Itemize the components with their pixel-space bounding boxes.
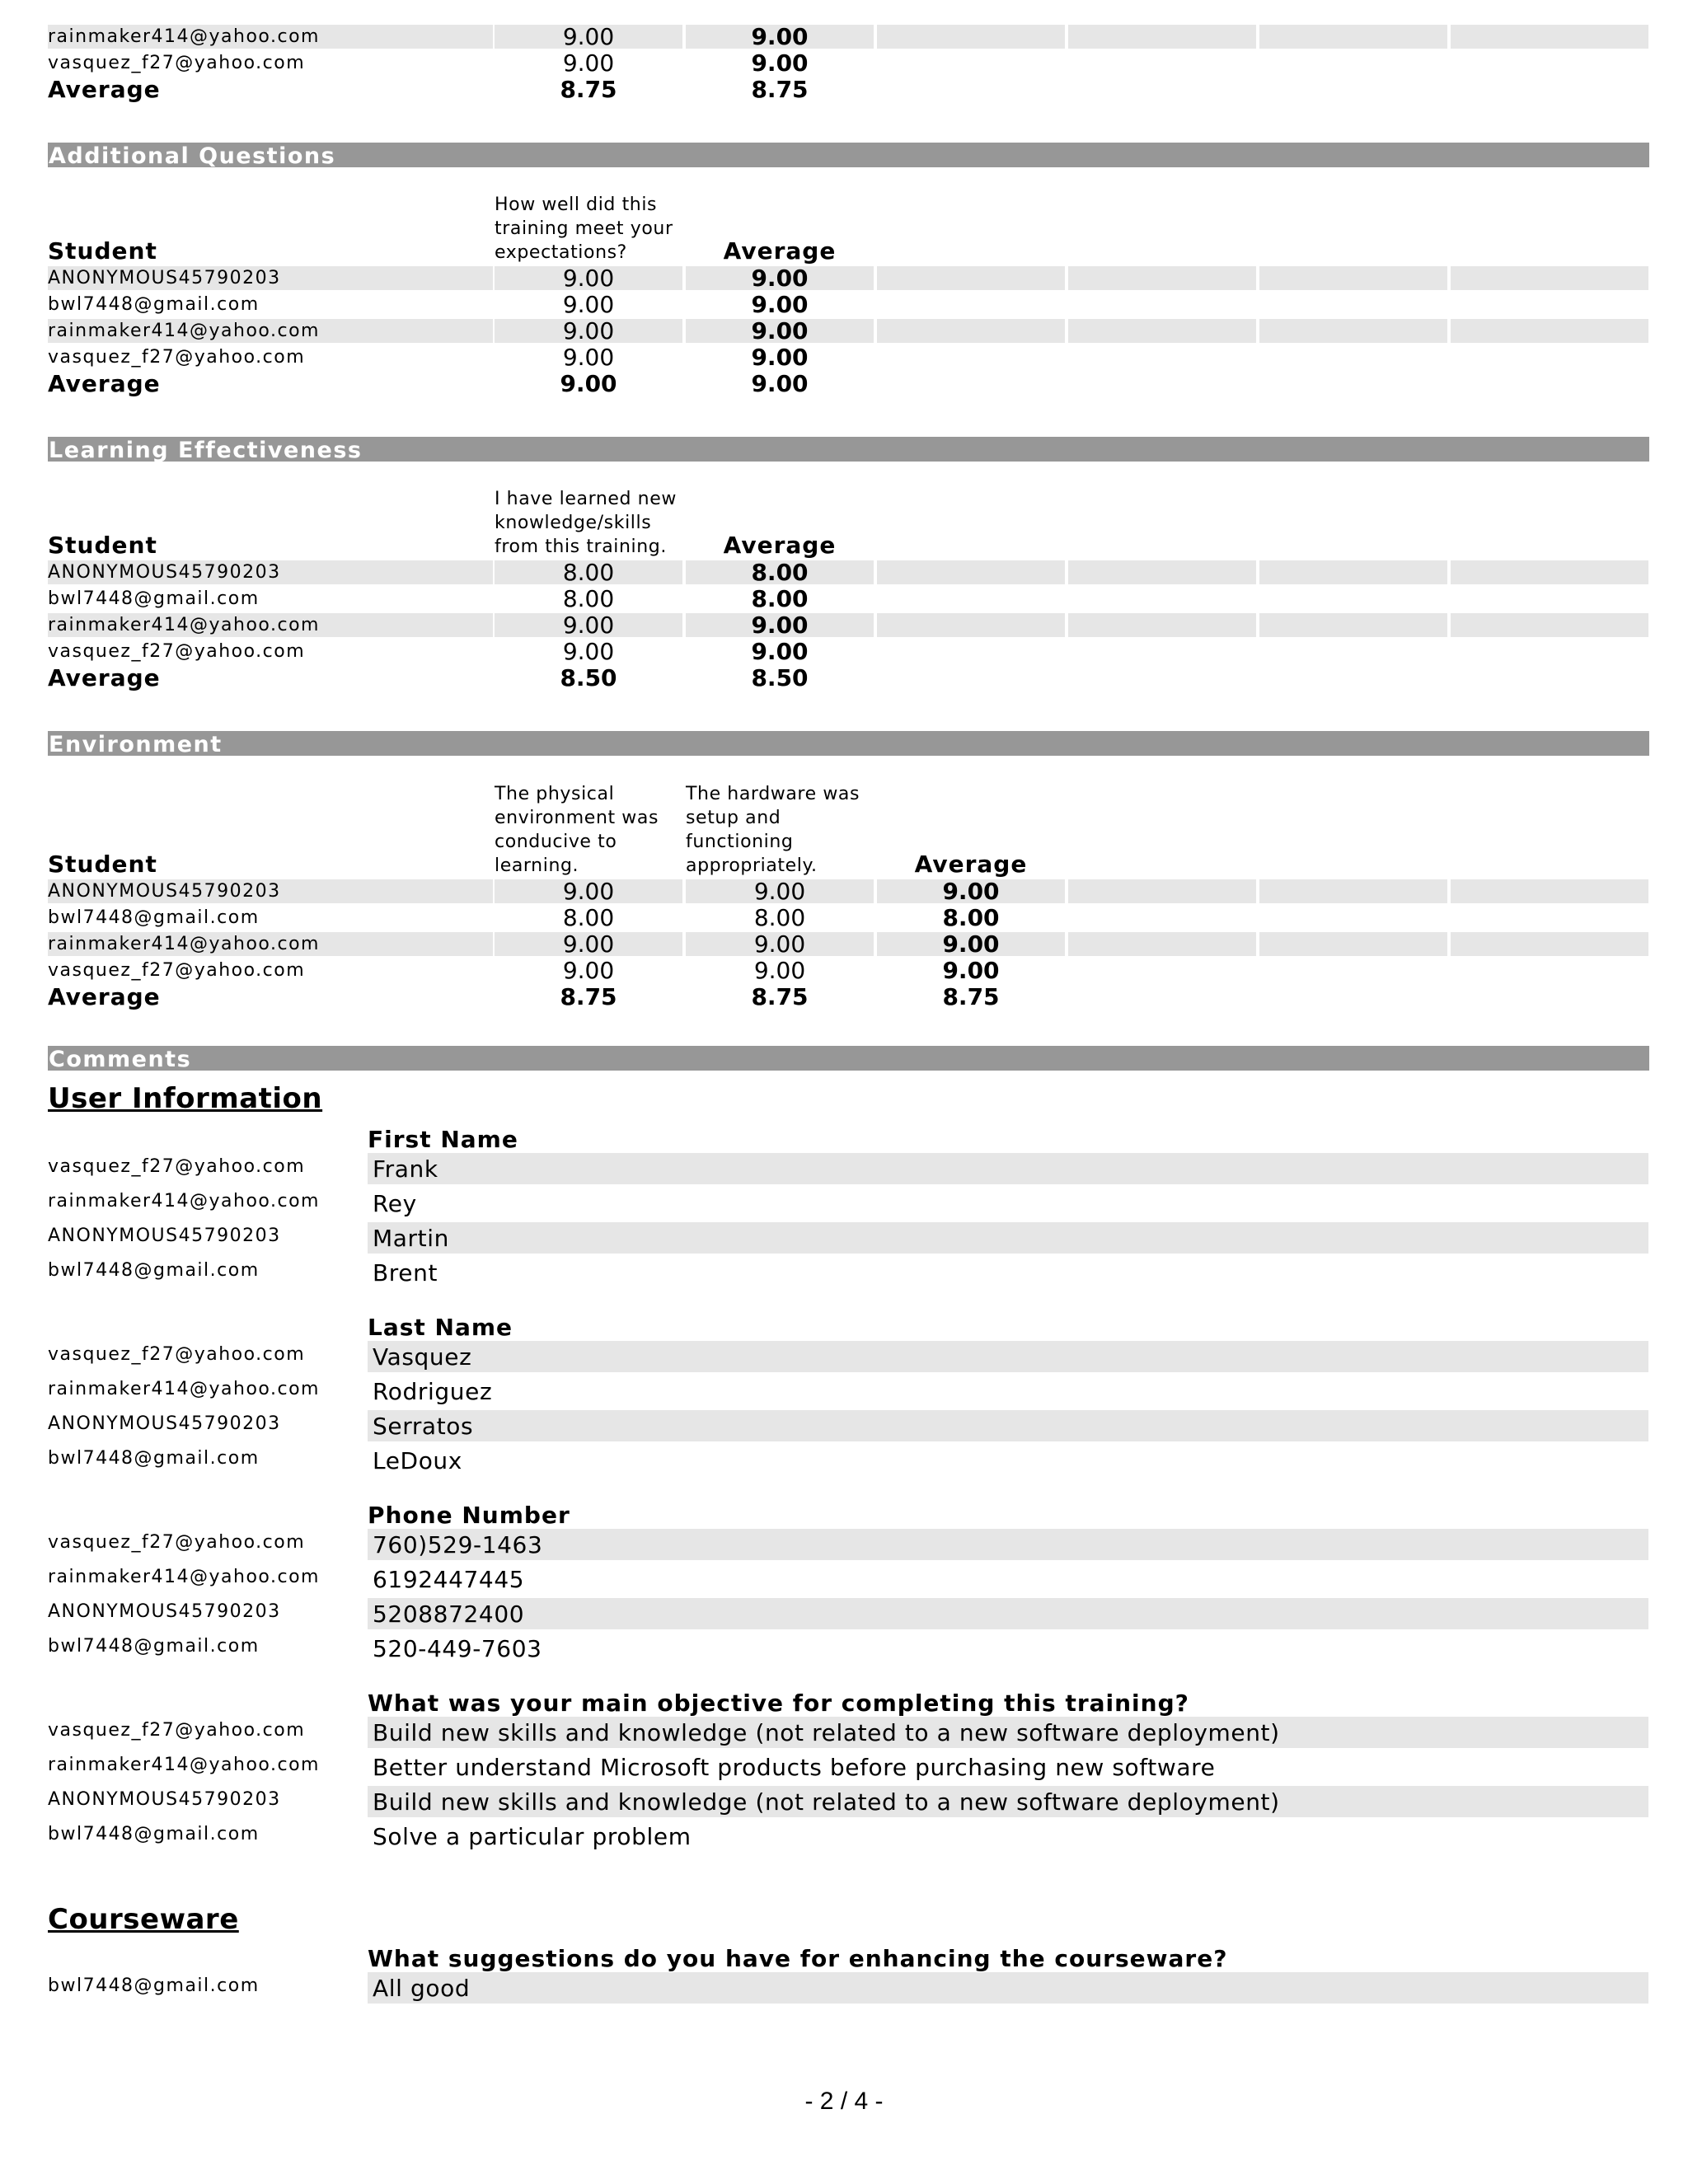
student-cell: vasquez_f27@yahoo.com	[48, 960, 306, 981]
student-label: rainmaker414@yahoo.com	[48, 1755, 320, 1775]
row-average-cell: 9.00	[751, 638, 809, 665]
average-label: Average	[48, 983, 161, 1010]
answer-value: 5208872400	[368, 1598, 1648, 1629]
score-cell: 9.00	[495, 932, 682, 956]
average-total: 8.50	[751, 664, 809, 691]
student-cell: rainmaker414@yahoo.com	[48, 613, 493, 637]
answer-value: Build new skills and knowledge (not related to a new software deployment)	[368, 1717, 1648, 1748]
table-row	[48, 613, 1648, 640]
row-average-cell: 9.00	[686, 25, 874, 49]
student-label: ANONYMOUS45790203	[48, 1601, 281, 1622]
table-row	[48, 345, 1648, 372]
question-header-physical: The physical environment was conducive to learning.	[495, 784, 659, 876]
table-row	[48, 958, 1648, 985]
last-name-header: Last Name	[368, 1314, 513, 1341]
table-row	[48, 932, 1648, 958]
answer-value: All good	[368, 1972, 1648, 2004]
average-label: Average	[48, 370, 161, 397]
empty-cell	[1068, 932, 1256, 956]
student-label: bwl7448@gmail.com	[48, 1824, 260, 1844]
report-page	[48, 25, 1648, 2007]
average-row	[48, 372, 1648, 398]
score-cell: 9.00	[562, 49, 615, 77]
section-band-learning-effectiveness: Learning Effectiveness	[48, 437, 1649, 462]
student-cell: ANONYMOUS45790203	[48, 560, 493, 584]
row-average-cell: 8.00	[751, 585, 809, 612]
answer-value: Solve a particular problem	[373, 1823, 692, 1850]
score-cell: 9.00	[495, 879, 682, 903]
row-average-cell: 9.00	[751, 344, 809, 371]
score-cell: 9.00	[686, 932, 874, 956]
answer-value: Vasquez	[368, 1341, 1648, 1372]
empty-cell	[877, 560, 1065, 584]
score-cell: 9.00	[562, 957, 615, 984]
empty-cell	[1451, 266, 1648, 290]
question-header: How well did this training meet your expectations?	[495, 194, 673, 263]
question-header-hardware: The hardware was setup and functioning appropriately.	[686, 784, 860, 876]
list-item	[48, 1751, 1648, 1786]
score-cell: 8.00	[562, 904, 615, 931]
student-label: vasquez_f27@yahoo.com	[48, 1156, 306, 1177]
student-header: Student	[48, 851, 157, 878]
row-average-cell: 9.00	[877, 879, 1065, 903]
top-rating-table	[48, 25, 1648, 104]
score-cell: 9.00	[562, 638, 615, 665]
score-cell: 9.00	[686, 879, 874, 903]
average-row	[48, 985, 1648, 1011]
empty-cell	[1068, 879, 1256, 903]
list-item	[48, 1341, 1648, 1376]
score-cell: 9.00	[562, 344, 615, 371]
student-label: vasquez_f27@yahoo.com	[48, 1532, 306, 1553]
empty-cell	[1068, 25, 1256, 49]
table-row	[48, 293, 1648, 319]
student-cell: vasquez_f27@yahoo.com	[48, 641, 306, 662]
table-header	[48, 462, 1648, 560]
student-cell: ANONYMOUS45790203	[48, 266, 493, 290]
list-item	[48, 1563, 1648, 1598]
empty-cell	[1259, 266, 1447, 290]
score-cell: 9.00	[495, 613, 682, 637]
student-cell: rainmaker414@yahoo.com	[48, 932, 493, 956]
answer-value: Build new skills and knowledge (not related to a new software deployment)	[368, 1786, 1648, 1817]
row-average-cell: 9.00	[686, 319, 874, 343]
score-cell: 9.00	[753, 957, 806, 984]
first-name-header: First Name	[368, 1126, 518, 1153]
average-header: Average	[914, 851, 1028, 878]
table-row	[48, 319, 1648, 345]
table-header	[48, 756, 1648, 879]
objective-header: What was your main objective for completing this training?	[368, 1690, 1189, 1717]
student-cell: vasquez_f27@yahoo.com	[48, 347, 306, 368]
student-label: rainmaker414@yahoo.com	[48, 1191, 320, 1212]
list-item	[48, 1598, 1648, 1633]
row-average-cell: 9.00	[942, 957, 1000, 984]
row-average-cell: 9.00	[751, 291, 809, 318]
additional-questions-table	[48, 167, 1648, 398]
empty-cell	[1068, 266, 1256, 290]
list-item	[48, 1821, 1648, 1855]
empty-cell	[1259, 932, 1447, 956]
table-row	[48, 640, 1648, 666]
table-row	[48, 51, 1648, 77]
table-row	[48, 560, 1648, 587]
average-score: 9.00	[560, 370, 617, 397]
empty-cell	[1451, 879, 1648, 903]
question-header: I have learned new knowledge/skills from this training.	[495, 489, 677, 557]
average-score: 8.75	[560, 983, 617, 1010]
student-label: ANONYMOUS45790203	[48, 1226, 281, 1246]
answer-value: 520-449-7603	[373, 1635, 542, 1662]
student-label: rainmaker414@yahoo.com	[48, 1379, 320, 1399]
student-cell: vasquez_f27@yahoo.com	[48, 53, 306, 73]
student-label: ANONYMOUS45790203	[48, 1413, 281, 1434]
score-cell: 9.00	[495, 266, 682, 290]
average-label: Average	[48, 664, 161, 691]
answer-value: 760)529-1463	[368, 1529, 1648, 1560]
empty-cell	[1451, 932, 1648, 956]
page-number: - 2 / 4 -	[804, 2088, 884, 2115]
score-cell: 9.00	[495, 25, 682, 49]
list-item	[48, 1188, 1648, 1222]
row-average-cell: 9.00	[877, 932, 1065, 956]
section-band-comments: Comments	[48, 1046, 1649, 1071]
answer-value: Brent	[373, 1259, 438, 1286]
average-total: 8.75	[751, 76, 809, 103]
student-label: rainmaker414@yahoo.com	[48, 1567, 320, 1587]
answer-value: Better understand Microsoft products before purchasing new software	[373, 1754, 1216, 1781]
empty-cell	[1451, 613, 1648, 637]
courseware-title: Courseware	[48, 1903, 239, 1936]
table-row	[48, 266, 1648, 293]
list-item	[48, 1445, 1648, 1479]
list-item	[48, 1222, 1648, 1257]
student-cell: rainmaker414@yahoo.com	[48, 319, 493, 343]
list-item	[48, 1376, 1648, 1410]
answer-value: Rey	[373, 1190, 417, 1217]
table-row	[48, 587, 1648, 613]
empty-cell	[877, 266, 1065, 290]
score-cell: 9.00	[562, 291, 615, 318]
average-header: Average	[723, 237, 837, 265]
empty-cell	[1259, 613, 1447, 637]
score-cell: 9.00	[495, 319, 682, 343]
student-label: ANONYMOUS45790203	[48, 1789, 281, 1810]
average-total: 9.00	[751, 370, 809, 397]
average-total: 8.75	[942, 983, 1000, 1010]
list-item	[48, 1153, 1648, 1188]
section-band-environment: Environment	[48, 731, 1649, 756]
average-score: 8.75	[751, 983, 809, 1010]
row-average-cell: 8.00	[686, 560, 874, 584]
average-score: 8.50	[560, 664, 617, 691]
empty-cell	[1068, 560, 1256, 584]
score-cell: 8.00	[753, 904, 806, 931]
empty-cell	[877, 25, 1065, 49]
answer-value: Frank	[368, 1153, 1648, 1184]
student-header: Student	[48, 237, 157, 265]
average-row	[48, 77, 1648, 104]
average-label: Average	[48, 76, 161, 103]
answer-value: Martin	[368, 1222, 1648, 1254]
environment-table	[48, 756, 1648, 1011]
empty-cell	[1259, 25, 1447, 49]
empty-cell	[1451, 319, 1648, 343]
section-band-additional-questions: Additional Questions	[48, 143, 1649, 167]
student-label: bwl7448@gmail.com	[48, 1975, 260, 1996]
empty-cell	[1259, 560, 1447, 584]
table-row	[48, 906, 1648, 932]
empty-cell	[1068, 613, 1256, 637]
row-average-cell: 8.00	[942, 904, 1000, 931]
empty-cell	[1259, 319, 1447, 343]
empty-cell	[1451, 25, 1648, 49]
average-score: 8.75	[560, 76, 617, 103]
list-item	[48, 1717, 1648, 1751]
user-information-title: User Information	[48, 1082, 323, 1115]
score-cell: 8.00	[562, 585, 615, 612]
row-average-cell: 9.00	[751, 49, 809, 77]
answer-value: Serratos	[368, 1410, 1648, 1441]
courseware-question-header: What suggestions do you have for enhancing the courseware?	[368, 1945, 1228, 1972]
row-average-cell: 9.00	[686, 613, 874, 637]
table-row	[48, 25, 1648, 51]
student-cell: rainmaker414@yahoo.com	[48, 25, 493, 49]
learning-effectiveness-table	[48, 462, 1648, 692]
table-row	[48, 879, 1648, 906]
list-item	[48, 1257, 1648, 1291]
list-item	[48, 1786, 1648, 1821]
row-average-cell: 9.00	[686, 266, 874, 290]
student-label: vasquez_f27@yahoo.com	[48, 1344, 306, 1365]
list-item	[48, 1529, 1648, 1563]
score-cell: 8.00	[495, 560, 682, 584]
student-label: vasquez_f27@yahoo.com	[48, 1720, 306, 1741]
student-label: bwl7448@gmail.com	[48, 1448, 260, 1469]
answer-value: LeDoux	[373, 1447, 462, 1474]
table-header	[48, 167, 1648, 266]
answer-value: 6192447445	[373, 1566, 525, 1593]
list-item	[48, 1633, 1648, 1667]
empty-cell	[1451, 560, 1648, 584]
student-header: Student	[48, 532, 157, 559]
average-header: Average	[723, 532, 837, 559]
student-cell: bwl7448@gmail.com	[48, 907, 260, 928]
list-item	[48, 1410, 1648, 1445]
phone-number-header: Phone Number	[368, 1502, 570, 1529]
answer-value: Rodriguez	[373, 1378, 493, 1405]
list-item	[48, 1972, 1648, 2007]
student-cell: bwl7448@gmail.com	[48, 588, 260, 609]
student-label: bwl7448@gmail.com	[48, 1260, 260, 1281]
student-label: bwl7448@gmail.com	[48, 1636, 260, 1657]
average-row	[48, 666, 1648, 692]
student-cell: ANONYMOUS45790203	[48, 879, 493, 903]
empty-cell	[877, 319, 1065, 343]
empty-cell	[1068, 319, 1256, 343]
empty-cell	[1259, 879, 1447, 903]
empty-cell	[877, 613, 1065, 637]
student-cell: bwl7448@gmail.com	[48, 294, 260, 315]
